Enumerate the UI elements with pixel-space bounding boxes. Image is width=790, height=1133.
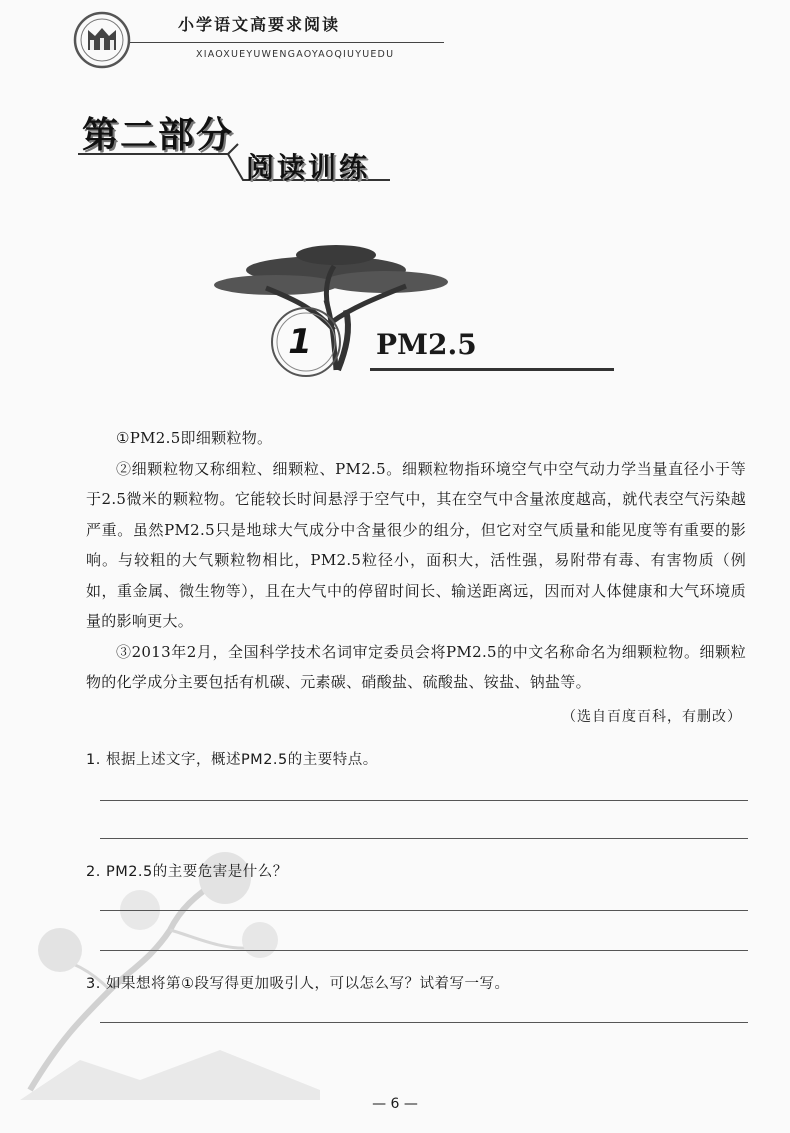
paragraph-3: ③2013年2月，全国科学技术名词审定委员会将PM2.5的中文名称命名为细颗粒物。细颗粒物的化学成分主要包括有机碳、元素碳、硝酸盐、硫酸盐、铵盐、钠盐等。 [86,642,746,691]
section-subtitle: 阅读训练 [246,151,371,184]
article-number: 1 [288,322,312,362]
article-body [86,423,746,698]
book-series-logo [72,10,132,70]
paragraph-2: ②细颗粒物又称细粒、细颗粒、PM2.5。细颗粒物指环境空气中空气动力学当量直径小于等于2.5微米的颗粒物。它能较长时间悬浮于空气中，其在空气中含量浓度越高，就代表空气污染越严重。虽然PM2.5只是地球大气成分中含量很少的组分，但它对空气质量和能见度等有重要的影响。与较粗的大气颗粒物相比，PM2.5粒径小，面积大，活性强，易附带有毒、有害物质（例如，重金属、微生物等），且在大气中的停留时间长、输送距离远，因而对人体健康和大气环境质量的影响更大。 [86,459,746,630]
answer-line[interactable] [100,838,748,839]
page-number: — 6 — [372,1096,418,1112]
article-title: PM2.5 [376,328,477,361]
section-title: 第二部分 [82,115,235,156]
question-1: 1. 根据上述文字，概述PM2.5的主要特点。 [86,752,378,768]
header-divider [130,42,444,43]
paragraph-1: ①PM2.5即细颗粒物。 [116,429,273,447]
source-citation: （选自百度百科，有删改） [562,709,742,725]
answer-line[interactable] [100,950,748,951]
series-title: 小学语文高要求阅读 [178,15,341,34]
question-3: 3. 如果想将第①段写得更加吸引人，可以怎么写？试着写一写。 [86,976,510,992]
series-pinyin: XIAOXUEYUWENGAOYAOQIUYUEDU [196,49,395,60]
answer-line[interactable] [100,910,748,911]
question-2: 2. PM2.5的主要危害是什么？ [86,864,288,880]
answer-line[interactable] [100,1022,748,1023]
answer-line[interactable] [100,800,748,801]
article-title-rule [370,368,614,371]
